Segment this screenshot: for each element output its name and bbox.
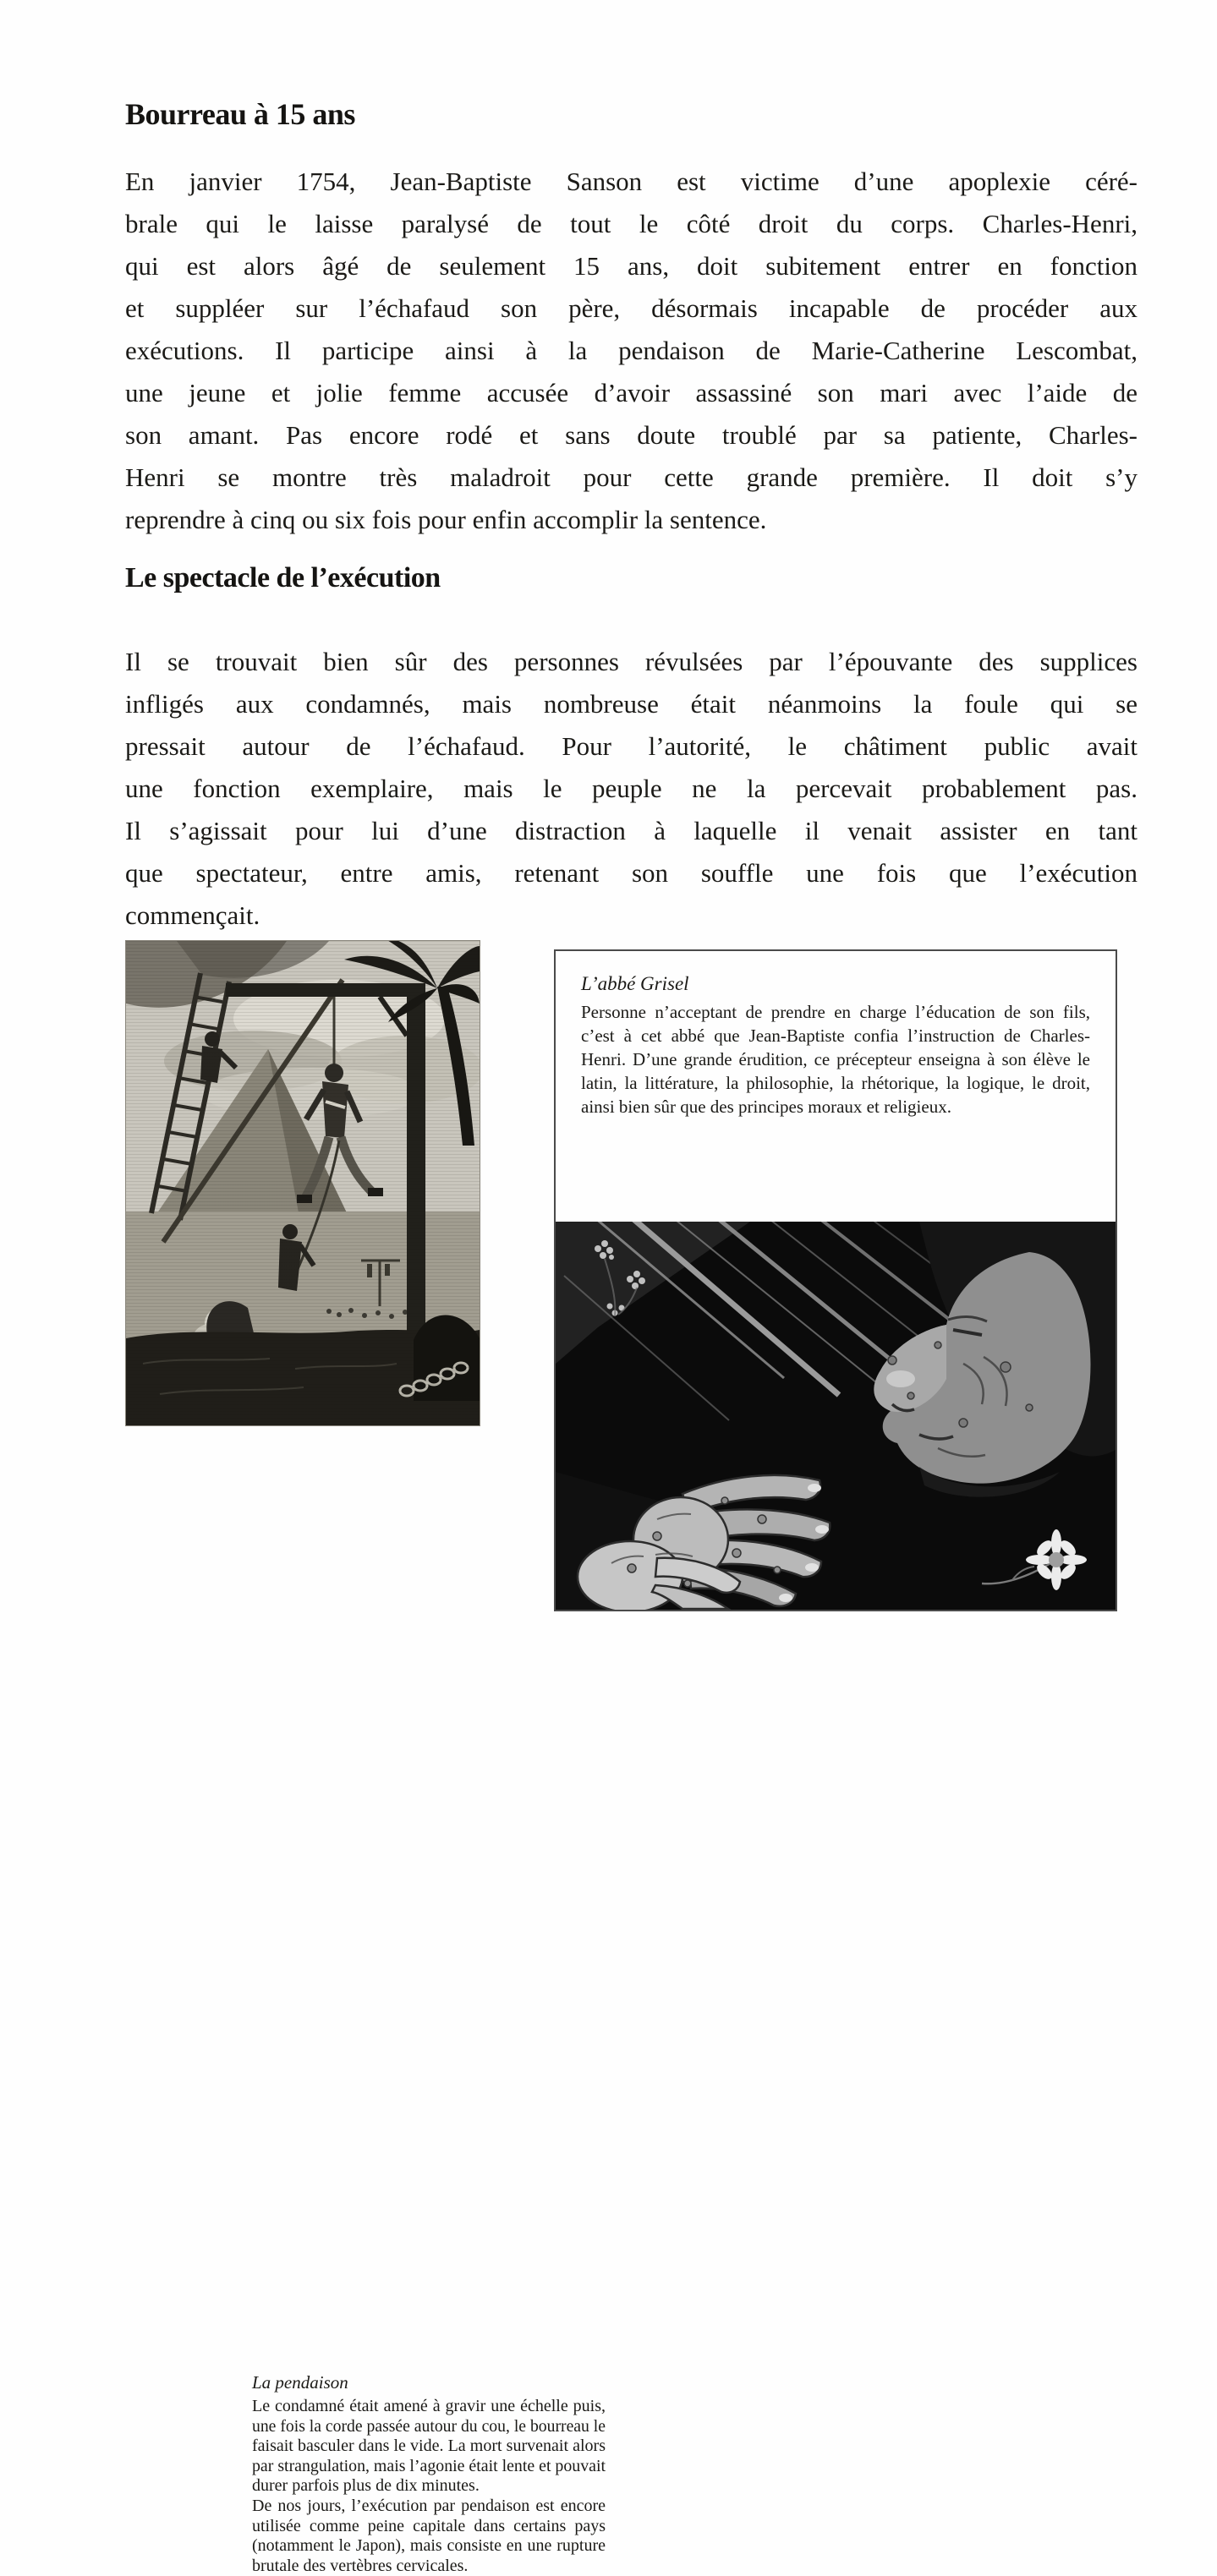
figure-caption-paragraph-1: Le condamné était amené à gravir une échelle puis, une fois la corde passée autour du cou, le bourreau le faisait basculer dans le vide. La mort survenait alors par strangulation, mais l’agonie était lente et pouvait durer parfois plus de dix minutes. [252,2397,606,2496]
section-heading-spectacle-of-execution: Le spectacle de l’exécution [125,562,441,593]
engraving-texture-overlay [126,941,480,1425]
figure-hanging [126,941,606,2575]
figure-caption-title: La pendaison [252,2372,348,2393]
sidebar-box-abbe-grisel [554,949,1117,1611]
grisel-illustration-image [556,1222,1116,1610]
section-heading-executioner-at-15: Bourreau à 15 ans [125,97,355,131]
sidebar-box-text: Personne n’acceptant de prendre en charge l’éducation de son fils, c’est à cet abbé que Jean-Baptiste confia l’instruction de Charles- Henri. D’une grande érudition, ce précepteur enseigna à son élève le latin, la littérature, la philosophie, la rhétorique, la logique, le droit, ainsi bien sûr que des principes moraux et religieux. [581,1002,1090,1117]
paragraph-executioner-at-15: En janvier 1754, Jean-Baptiste Sanson est victime d’une apoplexie céré- brale qui le laisse paralysé de tout le côté droit du corps. Charles-Henri, qui est alors âgé de seulement 15 ans, doit subitement entrer en fonction et suppléer sur l’échafaud son père, désormais incapable de procéder aux exécutions. Il participe ainsi à la pendaison de Marie-Catherine Lescombat, une jeune et jolie femme accusée d’avoir assassiné son mari avec l’aide de son amant. Pas encore rodé et sans doute troublé par sa patiente, Charles- Henri se montre très maladroit pour cette grande première. Il doit s’y reprendre à cinq ou six fois pour enfin accomplir la sentence. [125,167,1138,534]
grisel-illustration-art [556,1222,1116,1610]
sidebar-box-title: L’abbé Grisel [581,973,689,994]
paragraph-spectacle-of-execution: Il se trouvait bien sûr des personnes révulsées par l’épouvante des supplices infligés aux condamnés, mais nombreuse était néanmoins la foule qui se pressait autour de l’échafaud. Pour l’autorité, le châtiment public avait une fonction exemplaire, mais le peuple ne la percevait probablement pas. Il s’agissait pour lui d’une distraction à laquelle il venait assister en tant que spectateur, entre amis, retenant son souffle une fois que l’exécution commençait. [125,647,1138,930]
figure-caption-paragraph-2: De nos jours, l’exécution par pendaison est encore utilisée comme peine capitale dans certains pays (notamment le Japon), mais consiste en une rupture brutale des vertèbres cervicales. [252,2497,606,2575]
hanging-engraving-image [126,941,480,1425]
